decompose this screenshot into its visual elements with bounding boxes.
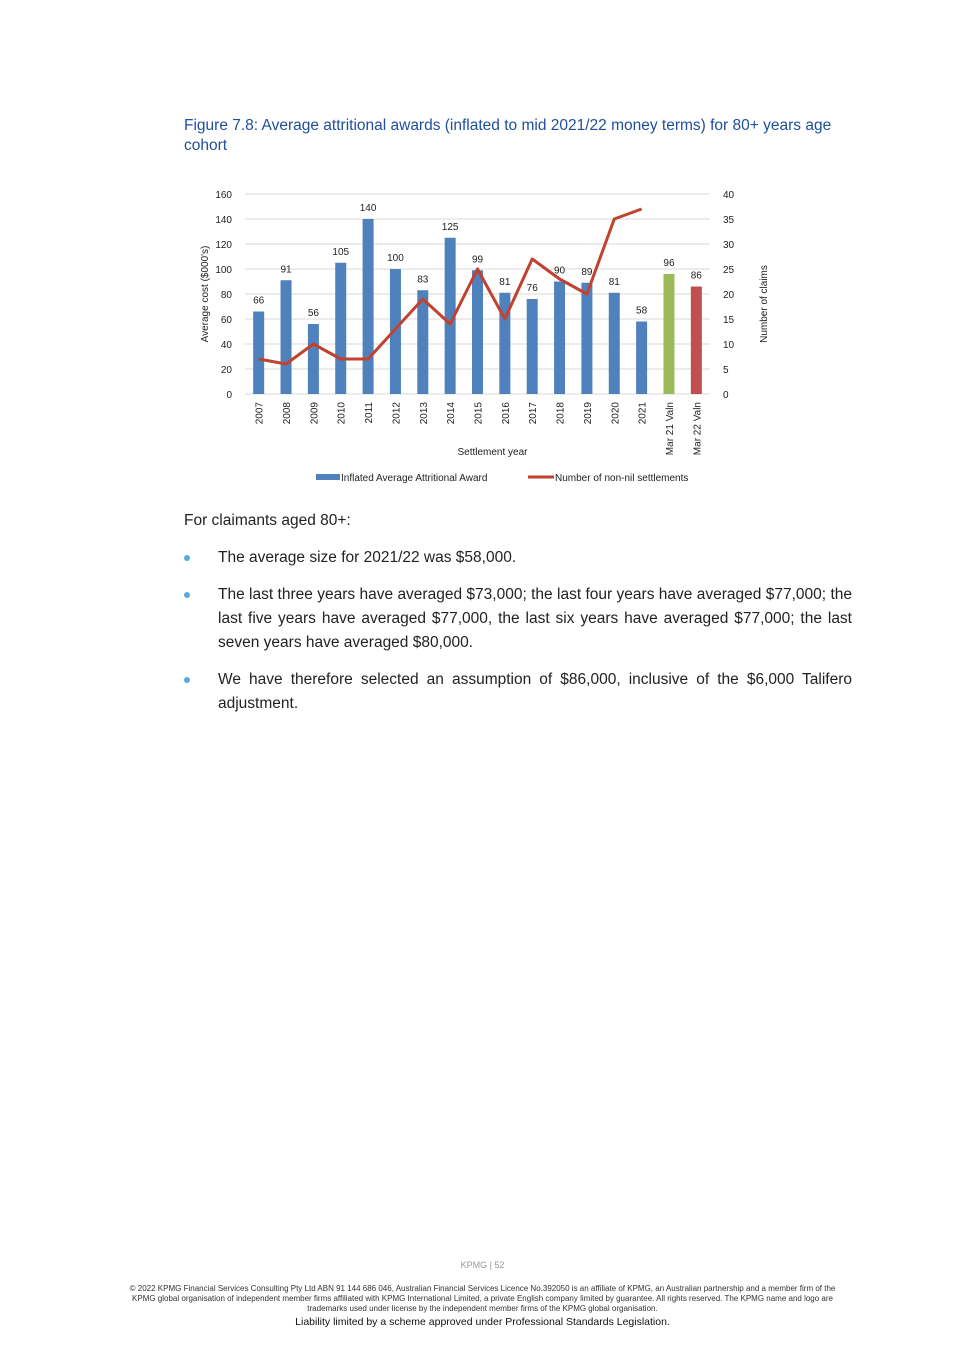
y2-tick-label: 20	[723, 290, 735, 301]
bar	[472, 270, 483, 394]
bar	[308, 324, 319, 394]
x-tick-label: 2018	[555, 402, 567, 425]
y-tick-label: 100	[215, 265, 232, 276]
y-tick-label: 40	[220, 340, 232, 351]
y-tick-label: 60	[220, 315, 232, 326]
x-tick-label: 2010	[336, 402, 348, 425]
y-tick-label: 120	[215, 240, 232, 251]
x-tick-label: 2009	[309, 402, 321, 425]
x-tick-label: 2013	[418, 402, 430, 425]
bar-value-label: 83	[417, 274, 429, 286]
y2-axis-title: Number of claims	[759, 265, 770, 343]
bar-value-label: 90	[553, 265, 566, 277]
y-tick-label: 20	[220, 365, 232, 376]
x-tick-label: 2008	[282, 402, 294, 425]
bullet-icon	[184, 592, 190, 598]
x-axis-title: Settlement year	[457, 447, 528, 458]
y-axis-title: Average cost ($000's)	[200, 245, 211, 343]
y2-tick-label: 15	[723, 315, 735, 326]
bullet-item-3	[184, 668, 852, 716]
legend-bar-label: Inflated Average Attritional Award	[341, 473, 488, 484]
y-tick-label: 140	[215, 215, 232, 226]
bar	[253, 312, 264, 395]
bar-value-label: 89	[581, 266, 593, 278]
x-tick-label: 2016	[500, 402, 512, 425]
bar-value-label: 99	[471, 254, 484, 266]
y2-tick-label: 5	[723, 365, 729, 376]
bar	[554, 282, 565, 395]
bar-value-label: 58	[636, 305, 648, 317]
x-tick-label: 2014	[446, 402, 458, 425]
bullet-text: We have therefore selected an assumption of $86,000, inclusive of the $6,000 Talifero adjustment.	[218, 671, 852, 712]
chart	[190, 180, 790, 495]
bar	[335, 263, 346, 394]
legend-line-label: Number of non-nil settlements	[555, 473, 689, 484]
bar-value-label: 140	[359, 203, 377, 214]
y-tick-label: 160	[215, 190, 232, 201]
y-tick-label: 80	[220, 290, 232, 301]
bullet-icon	[184, 677, 190, 683]
bullet-item-2	[184, 583, 852, 655]
y2-tick-label: 25	[723, 265, 735, 276]
x-tick-label: 2015	[473, 402, 485, 425]
bullet-icon	[184, 555, 190, 561]
footer-copyright: © 2022 KPMG Financial Services Consulting Pty Ltd ABN 91 144 686 046, Australian Financial Services Licence No.392050 is an affiliate of KPMG, an Australian partnership and a member firm of the KPMG global organisation of independent member firms affiliated with KPMG International Limited, a private English company limited by guarantee. All rights reserved. The KPMG name and logo are trademarks used under license by the independent member firms of the KPMG global organisation.	[129, 1284, 836, 1313]
y2-tick-label: 0	[723, 390, 729, 401]
x-tick-label: 2021	[637, 402, 649, 425]
bullet-text: The average size for 2021/22 was $58,000.	[218, 549, 517, 566]
bar	[609, 293, 620, 394]
bar-value-label: 81	[608, 276, 620, 288]
footer-liability: Liability limited by a scheme approved under Professional Standards Legislation.	[295, 1316, 670, 1328]
y2-tick-label: 40	[723, 190, 735, 201]
x-tick-label: 2020	[610, 402, 622, 425]
bar-value-label: 76	[526, 283, 538, 294]
bar	[363, 219, 374, 394]
x-tick-label: Mar 22 Valn	[692, 401, 704, 456]
figure-title: Figure 7.8: Average attritional awards (inflated to mid 2021/22 money terms) for 80+ years age cohort	[184, 117, 832, 154]
x-tick-label: 2007	[254, 402, 266, 425]
bar	[527, 299, 538, 394]
bar-value-label: 96	[663, 258, 675, 269]
x-tick-label: 2011	[364, 402, 376, 424]
bar	[636, 322, 647, 395]
bar-value-label: 81	[499, 276, 511, 288]
x-tick-label: Mar 21 Valn	[664, 402, 676, 456]
bar-value-label: 100	[387, 253, 404, 264]
bar-value-label: 105	[332, 246, 350, 258]
legend-bar-swatch	[316, 474, 340, 480]
intro-text: For claimants aged 80+:	[184, 512, 351, 529]
bar	[581, 283, 592, 394]
x-tick-label: 2019	[582, 402, 594, 425]
bar-value-label: 56	[307, 308, 319, 319]
y2-tick-label: 35	[723, 215, 735, 226]
bar-value-label: 66	[253, 295, 265, 307]
bullet-item-1	[184, 546, 852, 570]
bar-value-label: 86	[690, 270, 702, 282]
bar	[663, 274, 674, 394]
y-tick-label: 0	[226, 390, 232, 401]
y2-tick-label: 10	[723, 340, 735, 351]
bar-value-label: 125	[441, 221, 459, 233]
page-number: KPMG | 52	[460, 1260, 505, 1270]
bar-value-label: 91	[280, 264, 292, 276]
bar	[417, 290, 428, 394]
bullet-text: The last three years have averaged $73,000; the last four years have averaged $77,000; the last five years have averaged $77,000, the last six years have averaged $77,000; the last seven years have averaged $80,000.	[218, 586, 852, 651]
y2-tick-label: 30	[723, 240, 735, 251]
x-tick-label: 2012	[391, 402, 403, 425]
bar	[281, 280, 292, 394]
bar	[691, 287, 702, 395]
x-tick-label: 2017	[528, 402, 540, 425]
